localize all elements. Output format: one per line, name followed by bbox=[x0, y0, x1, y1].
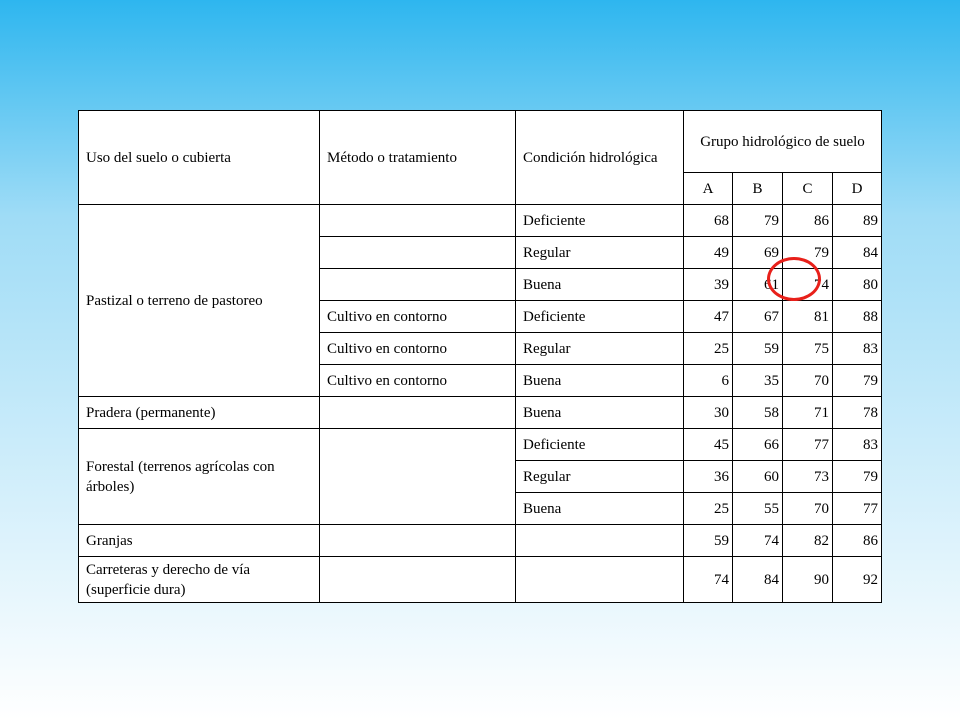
header-group-d: D bbox=[833, 173, 882, 205]
cell-metodo: Cultivo en contorno bbox=[320, 301, 516, 333]
cell-value-c: 86 bbox=[783, 205, 833, 237]
cell-value-b: 84 bbox=[733, 557, 783, 603]
table-row bbox=[79, 397, 882, 429]
cell-metodo: Cultivo en contorno bbox=[320, 365, 516, 397]
cell-value-c: 81 bbox=[783, 301, 833, 333]
cell-value-a: 25 bbox=[684, 333, 733, 365]
cell-value-a: 47 bbox=[684, 301, 733, 333]
cell-value-d: 84 bbox=[833, 237, 882, 269]
cell-value-a: 45 bbox=[684, 429, 733, 461]
header-condicion: Condición hidrológica bbox=[516, 111, 684, 205]
cell-uso: Carreteras y derecho de vía (superficie dura) bbox=[79, 557, 320, 603]
header-row bbox=[79, 111, 882, 173]
cell-condicion: Deficiente bbox=[516, 301, 684, 333]
curve-number-table bbox=[78, 110, 882, 603]
cell-uso: Forestal (terrenos agrícolas con árboles) bbox=[79, 429, 320, 525]
cell-value-a: 6 bbox=[684, 365, 733, 397]
cell-metodo bbox=[320, 429, 516, 525]
cell-condicion: Deficiente bbox=[516, 429, 684, 461]
cell-value-d: 92 bbox=[833, 557, 882, 603]
cell-uso: Pradera (permanente) bbox=[79, 397, 320, 429]
cell-value-d: 83 bbox=[833, 429, 882, 461]
cell-condicion: Regular bbox=[516, 333, 684, 365]
header-group-a: A bbox=[684, 173, 733, 205]
cell-metodo bbox=[320, 269, 516, 301]
cell-value-d: 89 bbox=[833, 205, 882, 237]
table-row bbox=[79, 525, 882, 557]
cell-value-a: 49 bbox=[684, 237, 733, 269]
cell-value-c: 71 bbox=[783, 397, 833, 429]
cell-value-b: 58 bbox=[733, 397, 783, 429]
cell-value-c: 73 bbox=[783, 461, 833, 493]
cell-metodo bbox=[320, 557, 516, 603]
cell-value-a: 59 bbox=[684, 525, 733, 557]
cell-value-b: 35 bbox=[733, 365, 783, 397]
cell-condicion: Buena bbox=[516, 269, 684, 301]
cell-uso: Granjas bbox=[79, 525, 320, 557]
cell-value-c: 79 bbox=[783, 237, 833, 269]
cell-value-c: 75 bbox=[783, 333, 833, 365]
cell-metodo bbox=[320, 237, 516, 269]
cell-value-d: 78 bbox=[833, 397, 882, 429]
cell-condicion: Buena bbox=[516, 365, 684, 397]
cell-value-d: 79 bbox=[833, 461, 882, 493]
table-row bbox=[79, 205, 882, 237]
cell-condicion bbox=[516, 525, 684, 557]
cell-value-d: 79 bbox=[833, 365, 882, 397]
cell-value-d: 86 bbox=[833, 525, 882, 557]
cell-condicion: Regular bbox=[516, 461, 684, 493]
cell-value-b: 74 bbox=[733, 525, 783, 557]
cell-value-a: 74 bbox=[684, 557, 733, 603]
cell-value-b: 60 bbox=[733, 461, 783, 493]
header-group-b: B bbox=[733, 173, 783, 205]
cell-value-d: 83 bbox=[833, 333, 882, 365]
cell-value-b: 69 bbox=[733, 237, 783, 269]
table-row bbox=[79, 429, 882, 461]
cell-value-b: 59 bbox=[733, 333, 783, 365]
cell-value-b: 61 bbox=[733, 269, 783, 301]
cell-value-c: 90 bbox=[783, 557, 833, 603]
header-group-c: C bbox=[783, 173, 833, 205]
cell-value-a: 39 bbox=[684, 269, 733, 301]
cell-metodo: Cultivo en contorno bbox=[320, 333, 516, 365]
header-uso: Uso del suelo o cubierta bbox=[79, 111, 320, 205]
cell-value-b: 55 bbox=[733, 493, 783, 525]
cell-value-a: 36 bbox=[684, 461, 733, 493]
cell-value-c: 70 bbox=[783, 365, 833, 397]
cell-value-c: 70 bbox=[783, 493, 833, 525]
cell-value-a: 68 bbox=[684, 205, 733, 237]
cell-condicion: Buena bbox=[516, 493, 684, 525]
cell-value-d: 80 bbox=[833, 269, 882, 301]
cell-condicion: Regular bbox=[516, 237, 684, 269]
header-grupo: Grupo hidrológico de suelo bbox=[684, 111, 882, 173]
table-row bbox=[79, 557, 882, 603]
cell-condicion: Deficiente bbox=[516, 205, 684, 237]
cell-uso: Pastizal o terreno de pastoreo bbox=[79, 205, 320, 397]
cell-condicion bbox=[516, 557, 684, 603]
cell-value-b: 66 bbox=[733, 429, 783, 461]
cell-value-d: 88 bbox=[833, 301, 882, 333]
header-metodo: Método o tratamiento bbox=[320, 111, 516, 205]
cell-value-b: 67 bbox=[733, 301, 783, 333]
cell-condicion: Buena bbox=[516, 397, 684, 429]
cell-value-b: 79 bbox=[733, 205, 783, 237]
cell-value-c: 82 bbox=[783, 525, 833, 557]
cell-metodo bbox=[320, 397, 516, 429]
cell-value-c-highlighted: 74 bbox=[783, 269, 833, 301]
cell-metodo bbox=[320, 205, 516, 237]
cell-metodo bbox=[320, 525, 516, 557]
cell-value-a: 30 bbox=[684, 397, 733, 429]
cell-value-d: 77 bbox=[833, 493, 882, 525]
cell-value-c: 77 bbox=[783, 429, 833, 461]
cell-value-a: 25 bbox=[684, 493, 733, 525]
